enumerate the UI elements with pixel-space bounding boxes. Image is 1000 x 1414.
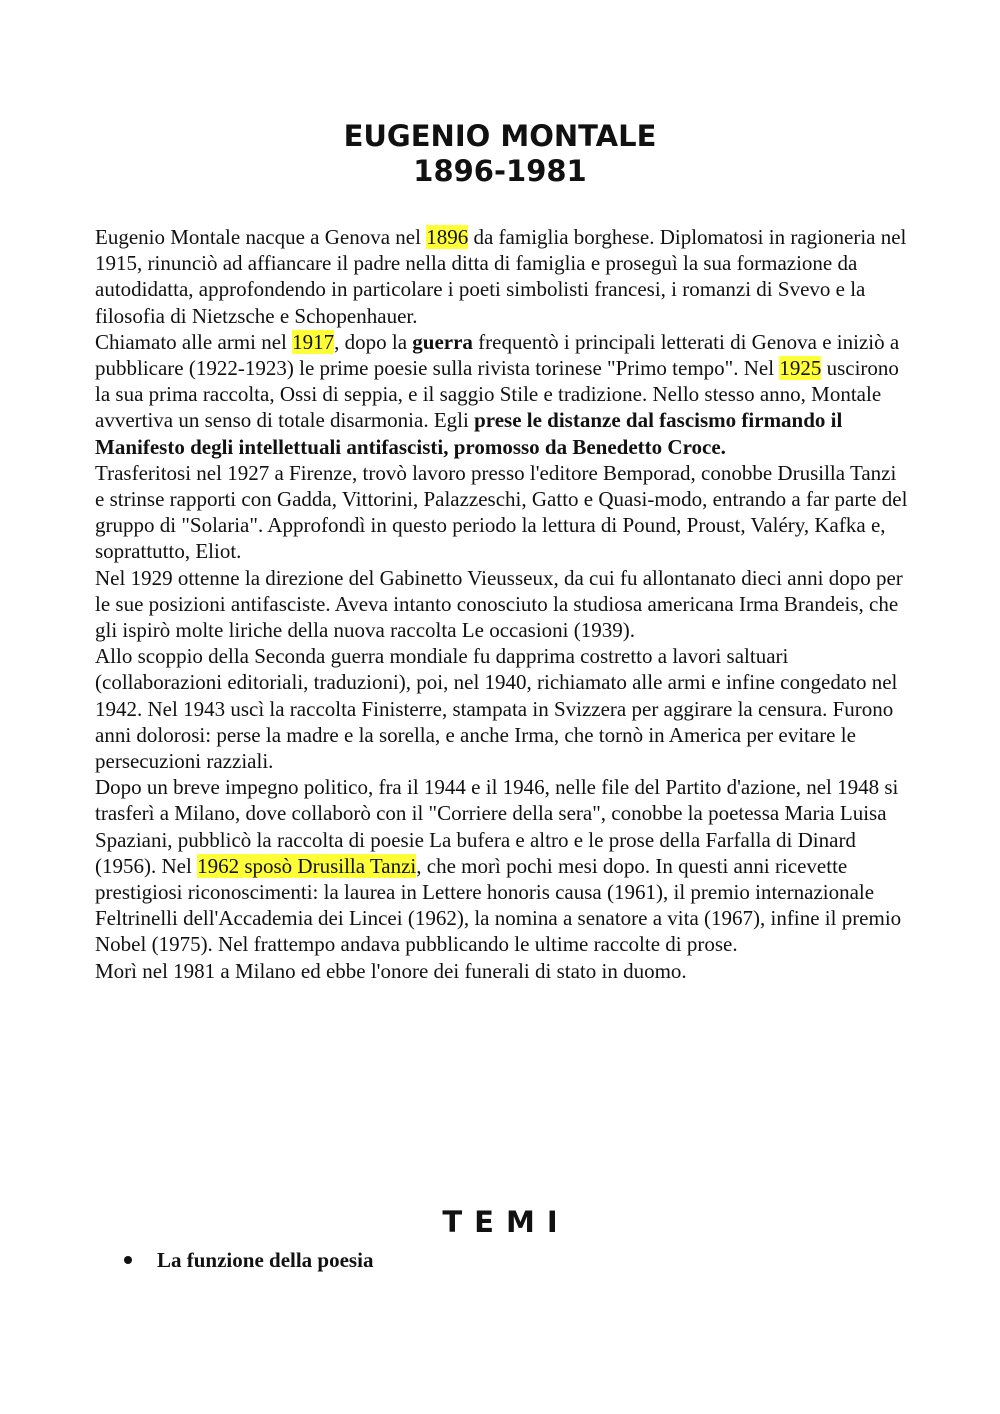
text-run: Eugenio Montale nacque a Genova nel xyxy=(95,225,427,249)
text-run: frequentò i principali letterati di Genova e iniziò a pubblicare (1922-1923) le prime poesie sulla rivista torinese "Primo tempo". Nel xyxy=(95,329,900,381)
text-run: , dopo la xyxy=(334,329,413,354)
list-item xyxy=(120,1246,373,1274)
biography-paragraph xyxy=(95,329,910,460)
text-run: da famiglia borghese. Diplomatosi in ragioneria nel 1915, rinunciò ad affiancare il padre nella ditta di famiglia e proseguì la sua formazione da autodidatta, approfondendo in particolare i poeti simbolisti francesi, i romanzi di Svevo e la filosofia di Nietzsche e Schopenhauer. xyxy=(95,225,907,328)
biography-text xyxy=(95,224,910,984)
biography-paragraph xyxy=(95,774,910,957)
highlighted-year: 1925 xyxy=(779,356,822,381)
text-run: , che morì pochi mesi dopo. In questi anni ricevette prestigiosi riconoscimenti: la laurea in Lettere honoris causa (1961), il premio internazionale Feltrinelli dell'Accademia dei Lincei (1962), la nomina a senatore a vita (1967), infine il premio Nobel (1975). Nel frattempo andava pubblicando le ultime raccolte di prose. xyxy=(95,853,902,957)
text-run: Dopo un breve impegno politico, fra il 1944 e il 1946, nelle file del Partito d'azione, nel 1948 si trasferì a Milano, dove collaborò con il "Corriere della sera", conobbe la poetessa Maria Luisa Spaziani, pubblicò la raccolta di poesie La bufera e altro e le prose della Farfalla di Dinard (1956). Nel xyxy=(95,775,899,878)
bold-text: prese le distanze dal fascismo firmando il Manifesto degli intellettuali antifascisti, promosso da Benedetto Croce. xyxy=(95,408,843,459)
bullet-icon xyxy=(124,1256,132,1264)
biography-paragraph xyxy=(95,224,910,329)
text-run: uscirono la sua prima raccolta, Ossi di seppia, e il saggio Stile e tradizione. Nello stesso anno, Montale avvertiva un senso di totale disarmonia. Egli xyxy=(95,356,899,433)
biography-paragraph: Nel 1929 ottenne la direzione del Gabinetto Vieusseux, da cui fu allontanato dieci anni dopo per le sue posizioni antifasciste. Aveva intanto conosciuto la studiosa americana Irma Brandeis, che gli ispirò molte liriche della nuova raccolta Le occasioni (1939). xyxy=(95,565,903,643)
highlighted-year: 1896 xyxy=(426,225,469,249)
highlighted-year: 1917 xyxy=(292,329,335,354)
highlighted-text: 1962 sposò Drusilla Tanzi xyxy=(197,853,417,878)
bold-text: guerra xyxy=(412,329,473,354)
text-run: Chiamato alle armi nel xyxy=(95,329,293,354)
temi-heading: TEMI xyxy=(442,1205,570,1239)
biography-paragraph: Trasferitosi nel 1927 a Firenze, trovò lavoro presso l'editore Bemporad, conobbe Drusilla Tanzi e strinse rapporti con Gadda, Vittorini, Palazzeschi, Gatto e Quasi-modo, entrando a far parte del gruppo di "Solaria". Approfondì in questo periodo la lettura di Pound, Proust, Valéry, Kafka e, soprattutto, Eliot. xyxy=(95,460,908,564)
list-item-label: La funzione della poesia xyxy=(157,1248,374,1272)
biography-paragraph: Allo scoppio della Seconda guerra mondiale fu dapprima costretto a lavori saltuari (collaborazioni editoriali, traduzioni), poi, nel 1940, richiamato alle armi e infine congedato nel 1942. Nel 1943 uscì la raccolta Finisterre, stampata in Svizzera per aggirare la censura. Furono anni dolorosi: perse la madre e la sorella, e anche Irma, che tornò in America per evitare le persecuzioni razziali. xyxy=(95,644,898,774)
document-title: EUGENIO MONTALE xyxy=(343,119,657,153)
biography-paragraph: Morì nel 1981 a Milano ed ebbe l'onore dei funerali di stato in duomo. xyxy=(95,958,687,983)
document-dates: 1896-1981 xyxy=(413,154,587,188)
temi-list xyxy=(120,1246,373,1274)
